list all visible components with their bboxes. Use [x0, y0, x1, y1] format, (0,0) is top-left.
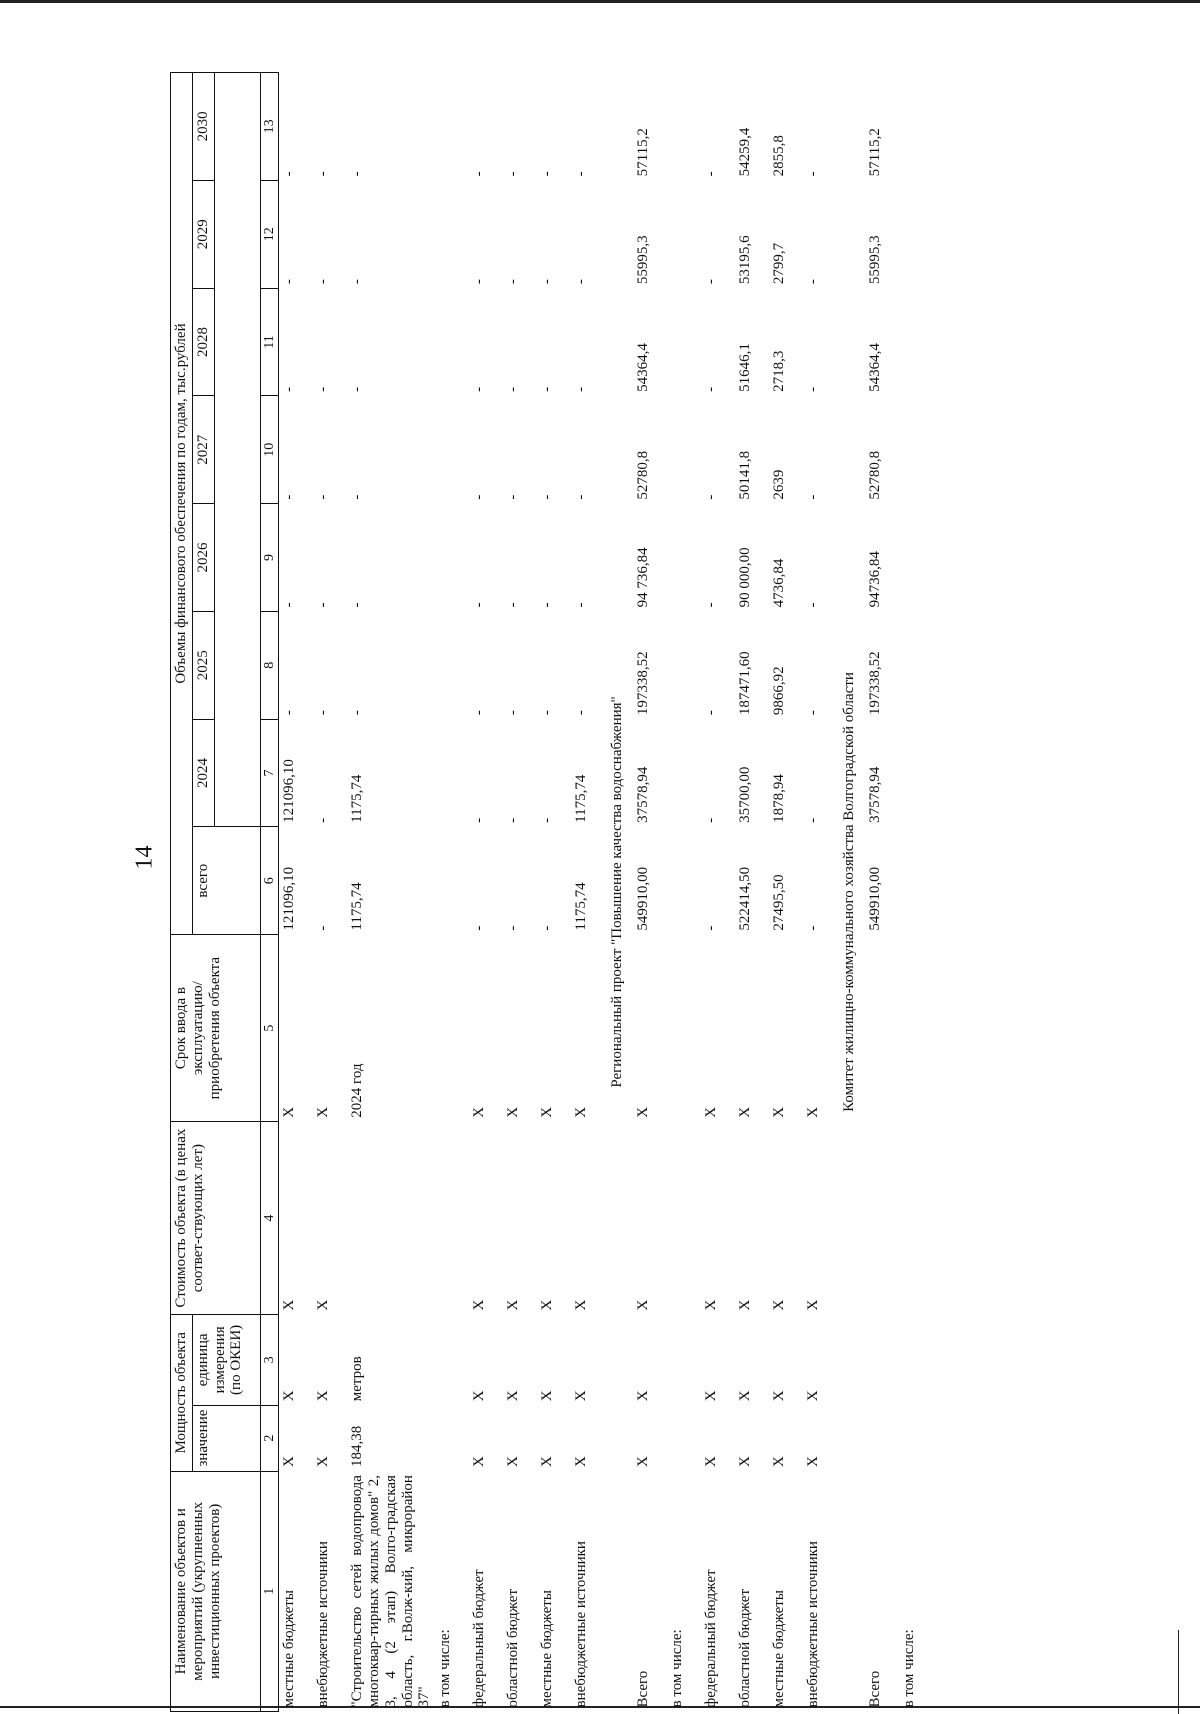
table-cell: -: [539, 710, 556, 716]
table-row: [469, 73, 503, 1712]
table-cell: -: [505, 386, 522, 392]
table-cell: [435, 935, 469, 1122]
table-cell: [667, 504, 701, 612]
table-cell: X: [573, 1456, 590, 1468]
column-number: 6: [260, 827, 279, 935]
table-cell: -: [573, 710, 590, 716]
table-cell: X: [539, 1390, 556, 1402]
table-header: [171, 73, 279, 1712]
table-cell: -: [703, 386, 720, 392]
table-cell: 94736,84: [867, 551, 884, 608]
row-label: федеральный бюджет: [471, 1569, 488, 1708]
table-cell: 55995,3: [867, 235, 884, 285]
table-cell: [435, 1315, 469, 1406]
table-cell: X: [737, 1106, 754, 1118]
table-cell: [899, 396, 933, 504]
header-capacity-group: Мощность объекта: [171, 1315, 193, 1472]
table-cell: 50141,8: [737, 450, 754, 500]
table-cell: X: [703, 1299, 720, 1311]
table-cell: -: [315, 925, 332, 931]
table-cell: X: [737, 1299, 754, 1311]
table-row: [279, 73, 314, 1712]
table-cell: 52780,8: [635, 450, 652, 500]
table-cell: -: [471, 386, 488, 392]
table-cell: [899, 719, 933, 827]
table-cell: X: [505, 1299, 522, 1311]
table-cell: 37578,94: [867, 766, 884, 823]
table-cell: [899, 1405, 933, 1471]
table-cell: X: [281, 1106, 298, 1118]
row-label: Всего: [867, 1670, 884, 1708]
table-cell: -: [505, 171, 522, 177]
table-cell: X: [471, 1299, 488, 1311]
table-cell: 197338,52: [635, 651, 652, 716]
table-cell: X: [573, 1299, 590, 1311]
table-cell: -: [805, 386, 822, 392]
row-label: в том числе:: [669, 1629, 686, 1708]
column-number: 12: [260, 180, 279, 288]
table-cell: X: [281, 1390, 298, 1402]
table-cell: [435, 719, 469, 827]
table-cell: -: [349, 602, 366, 608]
section-row: [605, 73, 633, 1712]
table-cell: 57115,2: [635, 128, 652, 177]
table-cell: X: [471, 1106, 488, 1118]
scan-edge-right: [1178, 1630, 1179, 1714]
table-cell: [667, 935, 701, 1122]
table-cell: -: [349, 279, 366, 285]
header-total: всего: [192, 827, 260, 935]
table-cell: 549910,00: [635, 866, 652, 931]
table-cell: X: [703, 1456, 720, 1468]
header-year: 2024: [192, 719, 214, 827]
table-cell: X: [635, 1456, 652, 1468]
column-number: 2: [260, 1405, 279, 1471]
table-row: [571, 73, 605, 1712]
table-cell: -: [573, 279, 590, 285]
table-cell: [667, 1405, 701, 1471]
table-cell: X: [505, 1106, 522, 1118]
table-cell: -: [573, 171, 590, 177]
table-cell: X: [539, 1299, 556, 1311]
table-cell: -: [573, 494, 590, 500]
table-cell: [347, 1122, 435, 1315]
header-object-name: Наименование объектов и мероприятий (укрупненных инвестиционных проектов): [171, 1471, 261, 1711]
table-cell: X: [505, 1456, 522, 1468]
table-cell: X: [315, 1456, 332, 1468]
table-cell: [667, 827, 701, 935]
table-cell: X: [315, 1390, 332, 1402]
table-cell: -: [471, 925, 488, 931]
table-cell: X: [737, 1456, 754, 1468]
table-cell: X: [471, 1390, 488, 1402]
table-cell: [899, 180, 933, 288]
table-cell: -: [315, 386, 332, 392]
header-finance-group: Объемы финансового обеспечения по годам, тыс.рублей: [171, 73, 193, 935]
table-cell: [435, 73, 469, 181]
table-cell: -: [349, 494, 366, 500]
table-cell: -: [505, 494, 522, 500]
table-cell: -: [281, 710, 298, 716]
rotated-table-container: [170, 72, 1080, 1712]
row-label: Всего: [635, 1670, 652, 1708]
table-cell: -: [505, 710, 522, 716]
row-label: местные бюджеты: [771, 1590, 788, 1708]
table-cell: X: [281, 1299, 298, 1311]
table-cell: -: [281, 171, 298, 177]
table-cell: -: [471, 602, 488, 608]
table-cell: X: [505, 1390, 522, 1402]
table-cell: [435, 504, 469, 612]
table-cell: -: [281, 386, 298, 392]
table-cell: -: [315, 710, 332, 716]
table-cell: -: [573, 602, 590, 608]
table-cell: [667, 719, 701, 827]
table-cell: -: [539, 279, 556, 285]
table-cell: -: [573, 386, 590, 392]
table-cell: 57115,2: [867, 128, 884, 177]
header-spacer: [214, 73, 260, 827]
table-cell: [899, 1122, 933, 1315]
row-label: в том числе:: [437, 1629, 454, 1708]
table-cell: -: [281, 494, 298, 500]
table-cell: [899, 73, 933, 181]
table-row: [537, 73, 571, 1712]
table-cell: 27495,50: [771, 874, 788, 931]
table-cell: 1175,74: [573, 882, 590, 931]
table-cell: [435, 611, 469, 719]
table-cell: 2718,3: [771, 350, 788, 392]
table-cell: [435, 288, 469, 396]
table-cell: 184,38: [349, 1425, 366, 1468]
table-row: [899, 73, 933, 1712]
table-cell: [667, 1315, 701, 1406]
table-cell: X: [315, 1299, 332, 1311]
table-cell: -: [349, 710, 366, 716]
table-cell: X: [635, 1106, 652, 1118]
table-cell: 121096,10: [281, 759, 298, 823]
column-number: 3: [260, 1315, 279, 1406]
table-cell: [435, 180, 469, 288]
table-cell: -: [471, 279, 488, 285]
table-cell: [667, 73, 701, 181]
table-cell: [865, 1315, 899, 1406]
table-cell: [667, 180, 701, 288]
table-row: [667, 73, 701, 1712]
header-year: 2026: [192, 504, 214, 612]
table-cell: -: [349, 171, 366, 177]
row-label: местные бюджеты: [281, 1590, 298, 1708]
column-number: 4: [260, 1122, 279, 1315]
table-cell: X: [771, 1299, 788, 1311]
table-cell: [435, 396, 469, 504]
table-cell: 2024 год: [349, 1063, 366, 1118]
table-cell: X: [771, 1456, 788, 1468]
table-cell: -: [703, 710, 720, 716]
table-cell: -: [505, 817, 522, 823]
header-year: 2028: [192, 288, 214, 396]
header-year: 2030: [192, 73, 214, 181]
table-cell: 54364,4: [867, 343, 884, 392]
row-label: местные бюджеты: [539, 1590, 556, 1708]
table-row: [313, 73, 347, 1712]
table-cell: X: [573, 1390, 590, 1402]
header-year: 2027: [192, 396, 214, 504]
table-cell: -: [315, 602, 332, 608]
table-cell: 187471,60: [737, 651, 754, 716]
table-cell: [865, 1122, 899, 1315]
table-cell: [899, 288, 933, 396]
table-cell: [899, 1315, 933, 1406]
table-cell: X: [805, 1299, 822, 1311]
table-cell: -: [703, 925, 720, 931]
table-row: [803, 73, 837, 1712]
table-cell: -: [281, 279, 298, 285]
table-cell: -: [805, 710, 822, 716]
row-label: в том числе:: [901, 1629, 918, 1708]
table-cell: -: [539, 494, 556, 500]
table-cell: [899, 504, 933, 612]
table-cell: метров: [349, 1356, 366, 1402]
row-label: внебюджетные источники: [573, 1541, 590, 1708]
section-title: Комитет жилищно-коммунального хозяйства Волгоградской области: [841, 672, 858, 1112]
table-cell: 4736,84: [771, 558, 788, 608]
table-cell: X: [539, 1456, 556, 1468]
scan-edge-top: [0, 0, 1200, 3]
table-cell: 9866,92: [771, 666, 788, 716]
table-cell: -: [471, 494, 488, 500]
table-cell: -: [805, 171, 822, 177]
column-number: 11: [260, 288, 279, 396]
table-cell: -: [539, 925, 556, 931]
table-cell: 37578,94: [635, 766, 652, 823]
column-number: 5: [260, 935, 279, 1122]
table-cell: -: [505, 602, 522, 608]
column-number: 7: [260, 719, 279, 827]
row-label: областной бюджет: [737, 1588, 754, 1708]
table-cell: -: [703, 602, 720, 608]
table-cell: 52780,8: [867, 450, 884, 500]
table-cell: 1175,74: [349, 774, 366, 823]
table-cell: -: [805, 817, 822, 823]
table-cell: -: [505, 925, 522, 931]
table-cell: [865, 1405, 899, 1471]
table-cell: -: [539, 817, 556, 823]
table-cell: -: [281, 602, 298, 608]
table-cell: X: [771, 1390, 788, 1402]
table-cell: 51646,1: [737, 343, 754, 392]
table-cell: [667, 1122, 701, 1315]
table-cell: -: [315, 494, 332, 500]
table-cell: 54259,4: [737, 127, 754, 177]
table-cell: -: [471, 171, 488, 177]
table-cell: -: [539, 386, 556, 392]
table-cell: X: [573, 1106, 590, 1118]
table-cell: 53195,6: [737, 235, 754, 285]
header-cost: Стоимость объекта (в ценах соответ-ствующих лет): [171, 1122, 261, 1315]
table-cell: 2855,8: [771, 135, 788, 177]
table-row: [701, 73, 735, 1712]
table-cell: 549910,00: [867, 866, 884, 931]
table-cell: [667, 288, 701, 396]
table-cell: -: [805, 494, 822, 500]
table-cell: 2639: [771, 469, 788, 500]
table-cell: [899, 935, 933, 1122]
table-cell: 35700,00: [737, 766, 754, 823]
table-cell: -: [703, 279, 720, 285]
table-cell: [865, 935, 899, 1122]
table-cell: 522414,50: [737, 866, 754, 931]
table-cell: X: [471, 1456, 488, 1468]
table-cell: -: [805, 279, 822, 285]
table-cell: -: [315, 279, 332, 285]
table-cell: [899, 611, 933, 719]
table-body: [279, 73, 933, 1712]
table-row: [633, 73, 667, 1712]
section-title: Региональный проект "Повышение качества водоснабжения": [609, 696, 626, 1088]
table-cell: -: [805, 602, 822, 608]
table-cell: 1878,94: [771, 774, 788, 823]
table-cell: [667, 611, 701, 719]
table-cell: X: [703, 1390, 720, 1402]
row-label: внебюджетные источники: [805, 1541, 822, 1708]
table-cell: X: [805, 1106, 822, 1118]
column-number: 1: [260, 1471, 279, 1711]
table-cell: X: [805, 1456, 822, 1468]
table-cell: 54364,4: [635, 343, 652, 392]
table-cell: X: [281, 1456, 298, 1468]
table-row: [503, 73, 537, 1712]
header-year: 2029: [192, 180, 214, 288]
column-number: 10: [260, 396, 279, 504]
column-number: 9: [260, 504, 279, 612]
table-row: [865, 73, 899, 1712]
table-cell: -: [471, 710, 488, 716]
section-row: [837, 73, 865, 1712]
table-cell: -: [703, 817, 720, 823]
table-cell: -: [505, 279, 522, 285]
table-row: [769, 73, 803, 1712]
table-cell: -: [471, 817, 488, 823]
table-cell: [435, 1405, 469, 1471]
row-label: внебюджетные источники: [315, 1541, 332, 1708]
row-label: "Строительство сетей водопровода многоквар-тирных жилых домов" 2, 3, 4 (2 этап) Волго-градская область, г.Волж-кий, микрорайон 37": [349, 1475, 433, 1708]
table-cell: 90 000,00: [737, 547, 754, 608]
table-cell: 1175,74: [349, 882, 366, 931]
table-cell: X: [635, 1390, 652, 1402]
table-cell: -: [539, 602, 556, 608]
row-label: областной бюджет: [505, 1588, 522, 1708]
row-label: федеральный бюджет: [703, 1569, 720, 1708]
table-cell: X: [315, 1106, 332, 1118]
table-cell: -: [805, 925, 822, 931]
table-cell: [667, 396, 701, 504]
header-term: Срок ввода в эксплуатацию/ приобретения объекта: [171, 935, 261, 1122]
header-year: 2025: [192, 611, 214, 719]
table-cell: 55995,3: [635, 235, 652, 285]
table-cell: -: [703, 494, 720, 500]
page-number: 14: [131, 845, 158, 870]
table-row: [435, 73, 469, 1712]
header-capacity-unit: единица измерения (по ОКЕИ): [192, 1315, 260, 1406]
table-row: [347, 73, 435, 1712]
table-cell: X: [737, 1390, 754, 1402]
financing-table: [170, 72, 933, 1712]
table-cell: [899, 827, 933, 935]
table-cell: -: [349, 386, 366, 392]
column-number: 8: [260, 611, 279, 719]
table-cell: X: [771, 1106, 788, 1118]
table-cell: X: [539, 1106, 556, 1118]
table-cell: 197338,52: [867, 651, 884, 716]
table-cell: -: [315, 171, 332, 177]
header-capacity-value: значение: [192, 1405, 260, 1471]
table-row: [735, 73, 769, 1712]
table-cell: 121096,10: [281, 866, 298, 931]
table-cell: [435, 827, 469, 935]
table-cell: X: [635, 1299, 652, 1311]
table-cell: -: [315, 817, 332, 823]
table-cell: 94 736,84: [635, 547, 652, 608]
table-cell: -: [703, 171, 720, 177]
table-cell: 1175,74: [573, 774, 590, 823]
table-cell: X: [805, 1390, 822, 1402]
column-number: 13: [260, 73, 279, 181]
table-cell: 2799,7: [771, 242, 788, 285]
table-cell: -: [539, 171, 556, 177]
table-cell: [435, 1122, 469, 1315]
table-cell: X: [703, 1106, 720, 1118]
